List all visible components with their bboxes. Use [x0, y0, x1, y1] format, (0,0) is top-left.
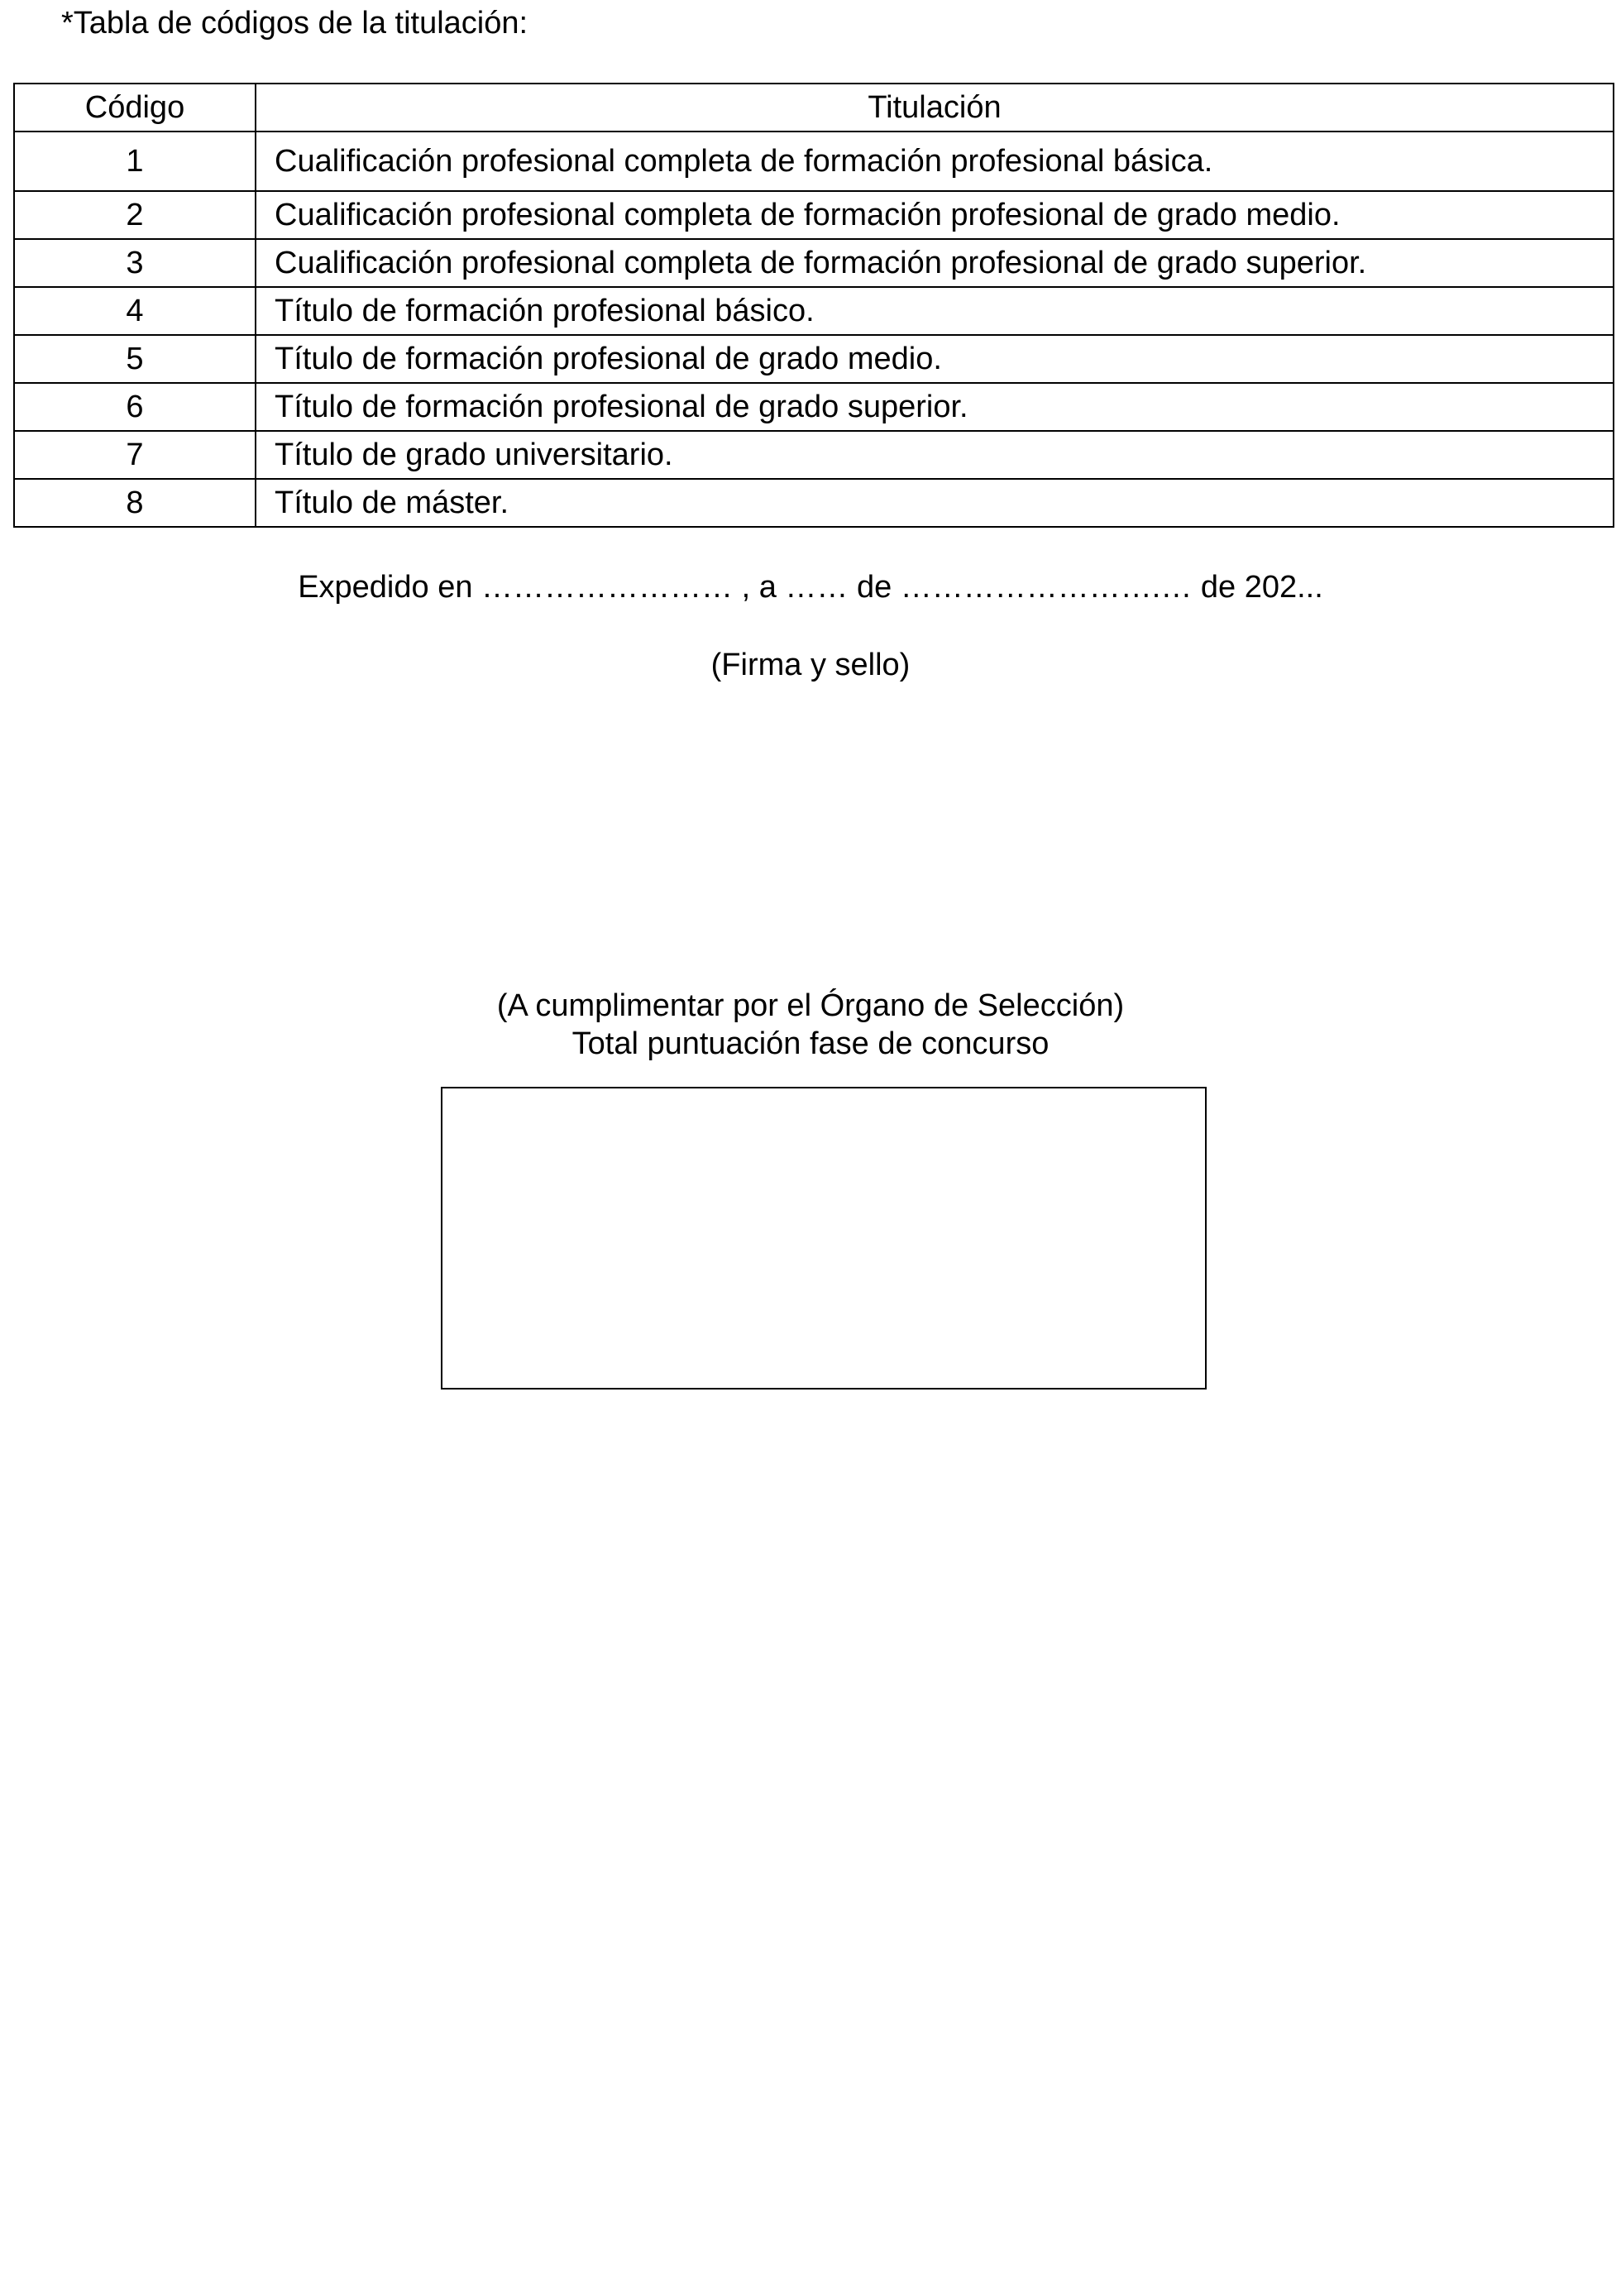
row-code: 3: [14, 239, 256, 287]
table-row: [14, 335, 1614, 383]
table-row: [14, 239, 1614, 287]
table-row: [14, 191, 1614, 239]
signature-label: (Firma y sello): [710, 648, 911, 682]
row-code: 8: [14, 479, 256, 527]
score-label: Total puntuación fase de concurso: [571, 1026, 1050, 1061]
issued-line: Expedido en …………………… , a …… de …………………….… de 202...: [298, 570, 1323, 605]
row-code: 1: [14, 132, 256, 191]
table-row: [14, 383, 1614, 431]
table-row: [14, 132, 1614, 191]
row-title: Cualificación profesional completa de formación profesional de grado superior.: [256, 239, 1614, 287]
codes-table: [13, 83, 1614, 528]
row-title: Cualificación profesional completa de formación profesional de grado medio.: [256, 191, 1614, 239]
row-code: 2: [14, 191, 256, 239]
row-title: Título de formación profesional básico.: [256, 287, 1614, 335]
header-code: Código: [14, 84, 256, 132]
row-title: Cualificación profesional completa de formación profesional básica.: [256, 132, 1614, 191]
selection-note: (A cumplimentar por el Órgano de Selección): [496, 988, 1125, 1023]
row-title: Título de máster.: [256, 479, 1614, 527]
row-code: 7: [14, 431, 256, 479]
table-row: [14, 287, 1614, 335]
row-title: Título de formación profesional de grado superior.: [256, 383, 1614, 431]
row-title: Título de grado universitario.: [256, 431, 1614, 479]
table-header-row: [14, 84, 1614, 132]
row-code: 6: [14, 383, 256, 431]
row-title: Título de formación profesional de grado medio.: [256, 335, 1614, 383]
header-title: Titulación: [256, 84, 1614, 132]
row-code: 4: [14, 287, 256, 335]
table-row: [14, 479, 1614, 527]
score-box: [441, 1087, 1207, 1390]
table-caption: *Tabla de códigos de la titulación:: [61, 6, 528, 41]
row-code: 5: [14, 335, 256, 383]
table-row: [14, 431, 1614, 479]
